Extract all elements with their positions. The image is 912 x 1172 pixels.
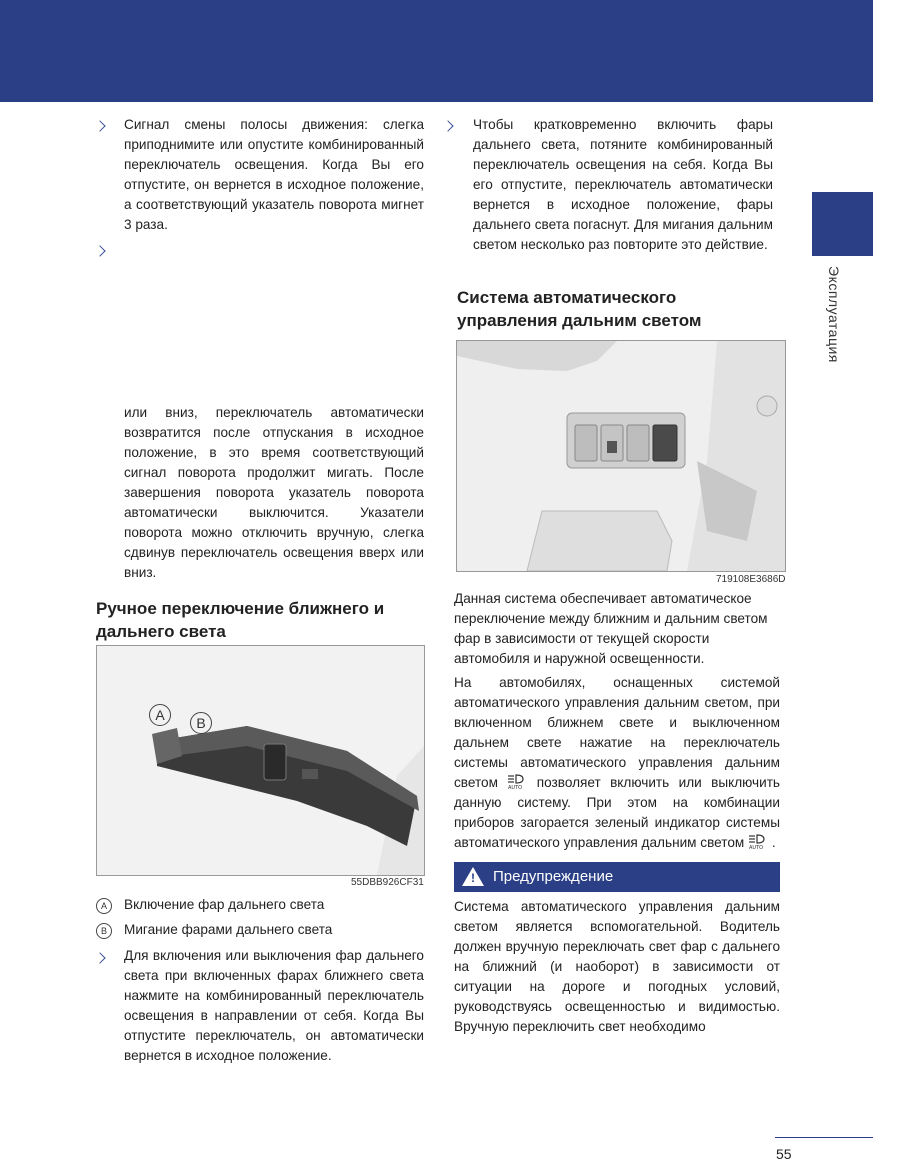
right-bullet-1: Чтобы кратковременно включить фары дальнего света, потяните комбинированный переключатель освещения на себя. Когда Вы его отпустите, переключатель автоматически вернется в исходное положение, фары дальнего света погаснут. Для мигания дальним светом несколько раз повторите это действие.: [473, 117, 773, 252]
chevron-bullet-icon: [96, 241, 106, 261]
right-para-2b: позволяет включить или выключить данную систему. При этом на комбинации приборов загорается зеленый индикатор системы автоматического управления дальним светом: [454, 775, 781, 850]
auto-high-beam-icon: [507, 774, 527, 790]
auto-high-beam-icon: [748, 834, 768, 850]
switch-panel-photo: [456, 340, 786, 572]
right-para-1: Данная система обеспечивает автоматическое переключение между ближним и дальним светом фар в зависимости от текущей скорости автомобиля и наружной освещенности.: [454, 591, 768, 666]
warning-bar: ! Предупреждение: [454, 862, 780, 892]
section-tab: [812, 192, 873, 256]
chevron-bullet-icon: [96, 116, 106, 136]
left-bullet-1: Сигнал смены полосы движения: слегка приподнимите или опустите комбинированный переключатель освещения. Когда Вы его отпустите, он вернется в исходное положение, а соответствующий указатель поворота мигнет 3 раза.: [124, 117, 424, 232]
item-a-marker: A: [96, 898, 112, 914]
chevron-bullet-icon: [444, 116, 454, 136]
callout-b: B: [190, 712, 212, 734]
item-b-text: Мигание фарами дальнего света: [124, 922, 333, 937]
photo-code-left: 55DBB926CF31: [351, 877, 424, 888]
left-bullet-3: Для включения или выключения фар дальнего света при включенных фарах ближнего света нажмите на комбинированный переключатель освещения в направлении от себя. Когда Вы отпустите переключатель, он автоматически вернется в исходное положение.: [124, 948, 424, 1063]
warning-text: Система автоматического управления дальним светом является вспомогательной. Водитель должен вручную переключать свет фар с дальнего на ближний (и наоборот) в зависимости от ситуации на дороге и погодных условий, руководствуясь освещенностью и видимостью. Вручную переключить свет необходимо: [454, 899, 780, 1034]
page-number: 55: [776, 1146, 792, 1162]
page-rule: [775, 1137, 873, 1138]
right-para-2c: .: [771, 835, 776, 850]
right-para-2: [454, 673, 780, 853]
photo-code-right: 719108E3686D: [716, 574, 786, 585]
item-a-text: Включение фар дальнего света: [124, 897, 325, 912]
left-section-heading: Ручное переключение ближнего и дальнего света: [96, 599, 385, 641]
stalk-illustration: [97, 646, 424, 875]
right-para-2a: На автомобилях, оснащенных системой автоматического управления дальним светом, при включенном ближнем свете и выключенном дальнем свете нажатие на переключатель системы автоматического управления дальним светом: [454, 675, 780, 790]
section-tab-label: Эксплуатация: [826, 266, 842, 363]
right-section-heading: Система автоматического управления дальним светом: [457, 288, 702, 330]
chevron-bullet-icon: [96, 948, 106, 968]
svg-text:AUTO: AUTO: [749, 845, 764, 850]
svg-text:AUTO: AUTO: [508, 785, 523, 790]
item-b-marker: B: [96, 923, 112, 939]
stalk-photo: [96, 645, 425, 876]
warning-title: Предупреждение: [493, 868, 614, 885]
header-banner: [0, 0, 873, 102]
callout-a: A: [149, 704, 171, 726]
switch-panel-illustration: [457, 341, 785, 571]
left-continuation: или вниз, переключатель автоматически возвратится после отпускания в исходное положение, в это время соответствующий сигнал поворота продолжит мигать. После завершения поворота указатель поворота автоматически выключится. Указатели поворота можно отключить вручную, слегка сдвинув переключатель освещения вверх или вниз.: [124, 405, 424, 580]
